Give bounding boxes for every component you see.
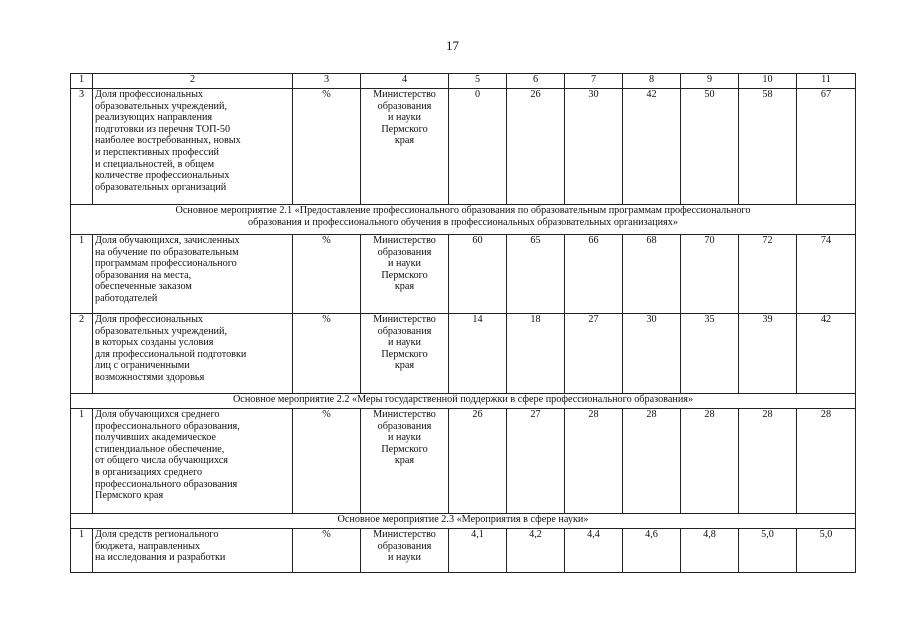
table-row xyxy=(71,409,856,514)
header-cell: 6 xyxy=(507,74,565,89)
indicator-name-line: образовательных учреждений, xyxy=(95,100,228,112)
row-number: 3 xyxy=(71,89,93,205)
value-cell: 42 xyxy=(797,314,856,394)
responsible-org-line: Пермского xyxy=(381,123,428,135)
unit-cell: % xyxy=(293,529,361,573)
section-title xyxy=(71,394,856,409)
header-cell: 11 xyxy=(797,74,856,89)
indicator-name xyxy=(93,529,293,573)
indicator-name-line: количестве профессиональных xyxy=(95,170,230,182)
responsible-org-line: образования xyxy=(377,540,432,552)
unit-cell: % xyxy=(293,235,361,314)
section-title-line: Основное мероприятие 2.2 «Меры государственной поддержки в сфере профессионального образования» xyxy=(232,394,694,405)
responsible-org-line: Пермского xyxy=(381,348,428,360)
value-cell: 28 xyxy=(797,409,856,514)
header-cell: 5 xyxy=(449,74,507,89)
responsible-org-line: и науки xyxy=(388,337,421,349)
value-cell: 30 xyxy=(623,314,681,394)
indicator-name-line: от общего числа обучающихся xyxy=(95,455,228,467)
section-title xyxy=(71,205,856,235)
indicator-name-line: в которых созданы условия xyxy=(95,337,214,349)
value-cell: 4,6 xyxy=(623,529,681,573)
page-number: 17 xyxy=(446,38,459,53)
responsible-org-line: Министерство xyxy=(373,529,436,540)
indicator-name-line: подготовки из перечня ТОП-50 xyxy=(95,123,231,135)
value-cell: 35 xyxy=(681,314,739,394)
value-cell: 66 xyxy=(565,235,623,314)
responsible-org xyxy=(361,235,449,314)
indicator-name-line: Доля профессиональных xyxy=(95,89,204,100)
indicator-name-line: наиболее востребованных, новых xyxy=(95,135,241,147)
responsible-org-line: края xyxy=(394,360,415,372)
table-row xyxy=(71,235,856,314)
indicator-name-line: в организациях среднего xyxy=(95,466,203,478)
unit-cell: % xyxy=(293,89,361,205)
value-cell: 26 xyxy=(449,409,507,514)
indicator-name-line: Доля обучающихся, зачисленных xyxy=(95,235,240,246)
value-cell: 65 xyxy=(507,235,565,314)
responsible-org-line: образования xyxy=(377,246,432,258)
value-cell: 26 xyxy=(507,89,565,205)
header-cell: 4 xyxy=(361,74,449,89)
section-title-line: Основное мероприятие 2.1 «Предоставление профессионального образования по образовательным программам профессионального xyxy=(175,205,751,216)
table-row xyxy=(71,529,856,573)
unit-cell: % xyxy=(293,314,361,394)
indicator-name-line: обеспеченные заказом xyxy=(95,281,192,293)
responsible-org xyxy=(361,409,449,514)
indicators-table xyxy=(70,73,856,573)
indicator-name-line: Доля обучающихся среднего xyxy=(95,409,220,420)
unit-cell: % xyxy=(293,409,361,514)
indicator-name-line: на исследования и разработки xyxy=(95,552,226,564)
value-cell: 67 xyxy=(797,89,856,205)
value-cell: 4,2 xyxy=(507,529,565,573)
header-cell: 10 xyxy=(739,74,797,89)
indicator-name-line: на обучение по образовательным xyxy=(95,246,239,258)
value-cell: 5,0 xyxy=(797,529,856,573)
responsible-org-line: и науки xyxy=(388,112,421,124)
value-cell: 27 xyxy=(507,409,565,514)
indicator-name-line: образовательных организаций xyxy=(95,181,227,193)
responsible-org-line: Пермского xyxy=(381,443,428,455)
indicator-name-line: стипендиальное обеспечение, xyxy=(95,443,225,455)
responsible-org xyxy=(361,314,449,394)
value-cell: 4,1 xyxy=(449,529,507,573)
indicator-name xyxy=(93,409,293,514)
value-cell: 60 xyxy=(449,235,507,314)
indicator-name-line: образовательных учреждений, xyxy=(95,325,228,337)
header-cell: 2 xyxy=(93,74,293,89)
value-cell: 27 xyxy=(565,314,623,394)
value-cell: 58 xyxy=(739,89,797,205)
indicator-name xyxy=(93,89,293,205)
indicator-name-line: получивших академическое xyxy=(95,432,216,444)
indicator-name-line: Пермского края xyxy=(95,490,164,502)
indicator-name-line: профессионального образования, xyxy=(95,420,240,432)
value-cell: 42 xyxy=(623,89,681,205)
row-number: 1 xyxy=(71,409,93,514)
value-cell: 30 xyxy=(565,89,623,205)
indicator-name-line: профессионального образования xyxy=(95,478,238,490)
indicator-name-line: и перспективных профессий xyxy=(95,146,219,158)
indicator-name-line: лиц с ограниченными xyxy=(95,360,190,372)
indicator-name xyxy=(93,314,293,394)
responsible-org xyxy=(361,529,449,573)
indicator-name-line: образования на места, xyxy=(95,269,192,281)
responsible-org xyxy=(361,89,449,205)
responsible-org-line: Министерство xyxy=(373,314,436,325)
header-cell: 1 xyxy=(71,74,93,89)
table-row xyxy=(71,89,856,205)
value-cell: 5,0 xyxy=(739,529,797,573)
header-cell: 3 xyxy=(293,74,361,89)
responsible-org-line: края xyxy=(394,281,415,293)
responsible-org-line: края xyxy=(394,455,415,467)
value-cell: 14 xyxy=(449,314,507,394)
section-title-line: Основное мероприятие 2.3 «Мероприятия в сфере науки» xyxy=(337,514,589,525)
value-cell: 39 xyxy=(739,314,797,394)
value-cell: 28 xyxy=(739,409,797,514)
value-cell: 72 xyxy=(739,235,797,314)
section-row xyxy=(71,394,856,409)
section-title-line: образования и профессионального обучения в профессиональных образовательных организациях» xyxy=(248,216,678,228)
indicator-name-line: Доля средств регионального xyxy=(95,529,219,540)
row-number: 2 xyxy=(71,314,93,394)
responsible-org-line: Пермского xyxy=(381,269,428,281)
responsible-org-line: образования xyxy=(377,420,432,432)
header-cell: 9 xyxy=(681,74,739,89)
responsible-org-line: Министерство xyxy=(373,409,436,420)
responsible-org-line: образования xyxy=(377,325,432,337)
row-number: 1 xyxy=(71,235,93,314)
responsible-org-line: и науки xyxy=(388,258,421,270)
indicator-name-line: программам профессионального xyxy=(95,258,237,270)
indicator-name-line: Доля профессиональных xyxy=(95,314,204,325)
row-number: 1 xyxy=(71,529,93,573)
responsible-org-line: и науки xyxy=(388,432,421,444)
value-cell: 74 xyxy=(797,235,856,314)
value-cell: 0 xyxy=(449,89,507,205)
value-cell: 28 xyxy=(565,409,623,514)
section-row xyxy=(71,205,856,235)
value-cell: 70 xyxy=(681,235,739,314)
indicator-name-line: работодателей xyxy=(95,292,158,304)
value-cell: 4,4 xyxy=(565,529,623,573)
header-cell: 8 xyxy=(623,74,681,89)
section-title xyxy=(71,514,856,529)
table-row xyxy=(71,314,856,394)
value-cell: 28 xyxy=(623,409,681,514)
value-cell: 4,8 xyxy=(681,529,739,573)
responsible-org-line: Министерство xyxy=(373,89,436,100)
value-cell: 68 xyxy=(623,235,681,314)
indicator-name-line: бюджета, направленных xyxy=(95,540,201,552)
indicator-name xyxy=(93,235,293,314)
responsible-org-line: образования xyxy=(377,100,432,112)
indicator-name-line: и специальностей, в общем xyxy=(95,158,215,170)
indicator-name-line: для профессиональной подготовки xyxy=(95,348,247,360)
header-cell: 7 xyxy=(565,74,623,89)
value-cell: 28 xyxy=(681,409,739,514)
section-row xyxy=(71,514,856,529)
responsible-org-line: Министерство xyxy=(373,235,436,246)
indicator-name-line: реализующих направления xyxy=(95,112,213,124)
value-cell: 18 xyxy=(507,314,565,394)
header-row xyxy=(71,74,856,89)
responsible-org-line: края xyxy=(394,135,415,147)
indicator-name-line: возможностями здоровья xyxy=(95,371,205,383)
responsible-org-line: и науки xyxy=(388,552,421,564)
value-cell: 50 xyxy=(681,89,739,205)
